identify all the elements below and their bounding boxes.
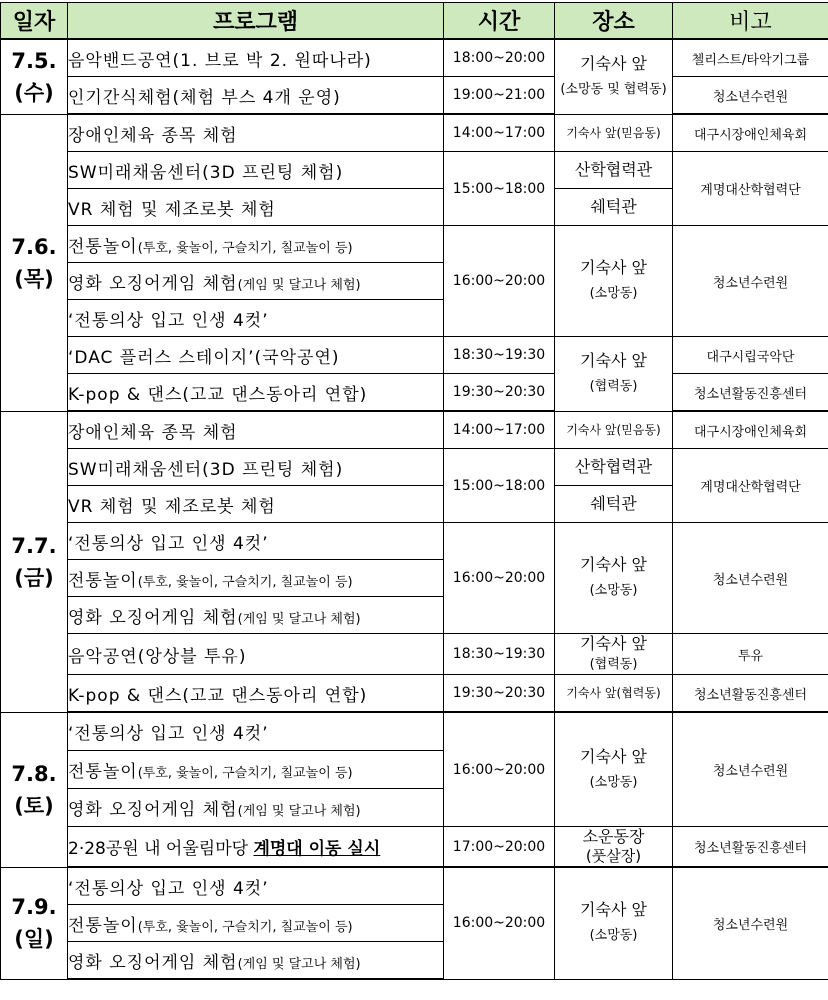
place-label: 기숙사 앞: [580, 746, 647, 766]
note-cell: 투유: [673, 634, 828, 675]
program-cell: 장애인체육 종목 체험: [68, 411, 444, 449]
note-cell: 계명대산학협력단: [673, 449, 828, 523]
program-cell: [68, 560, 444, 597]
place-cell: [555, 337, 673, 412]
program-cell: ‘전통의상 입고 인생 4컷’: [68, 712, 444, 751]
time-cell: 14:00~17:00: [444, 114, 555, 152]
place-label: 기숙사 앞: [580, 900, 647, 920]
header-program: 프로그램: [68, 3, 444, 40]
time-cell: 16:00~20:00: [444, 226, 555, 337]
place-cell: 기숙사 앞(믿음동): [555, 411, 673, 449]
program-cell: [68, 263, 444, 300]
table-row: [1, 675, 828, 713]
program-cell: [68, 942, 444, 980]
time-cell: 18:00~20:00: [444, 39, 555, 77]
time-cell: 17:00~20:00: [444, 827, 555, 868]
table-row: [1, 827, 828, 868]
place-sub-label: (소망동): [589, 583, 638, 598]
date-cell: [1, 867, 68, 979]
date-label: 7.7.: [11, 533, 57, 558]
date-cell: [1, 411, 68, 712]
place-label: 소운동장: [582, 827, 645, 846]
note-cell: 청소년활동진흥센터: [673, 827, 828, 868]
program-cell: K-pop & 댄스(고교 댄스동아리 연합): [68, 675, 444, 713]
schedule-table: [0, 2, 828, 980]
place-label: 기숙사 앞: [580, 555, 647, 574]
note-cell: 대구시장애인체육회: [673, 114, 828, 152]
program-detail: (투호, 윷놀이, 구슬치기, 칠교놀이 등): [137, 240, 353, 256]
program-cell: VR 체험 및 제조로봇 체험: [68, 486, 444, 523]
note-cell: 대구시립국악단: [673, 337, 828, 374]
table-row: [1, 523, 828, 560]
date-label: 7.6.: [11, 234, 57, 259]
program-cell: [68, 597, 444, 634]
program-cell: ‘전통의상 입고 인생 4컷’: [68, 523, 444, 560]
note-cell: 청소년수련원: [673, 523, 828, 634]
program-cell: [68, 827, 444, 868]
place-cell: [555, 867, 673, 979]
date-label: 7.8.: [11, 761, 57, 786]
program-cell: K-pop & 댄스(고교 댄스동아리 연합): [68, 374, 444, 412]
program-cell: 음악공연(앙상블 투유): [68, 634, 444, 675]
time-cell: 14:00~17:00: [444, 411, 555, 449]
table-row: [1, 152, 828, 189]
note-cell: 청소년수련원: [673, 77, 828, 115]
note-cell: 청소년수련원: [673, 226, 828, 337]
date-cell: [1, 712, 68, 867]
program-detail: (투호, 윷놀이, 구슬치기, 칠교놀이 등): [137, 574, 353, 590]
table-row: [1, 634, 828, 675]
weekday-label: (금): [14, 565, 54, 590]
program-cell: 음악밴드공연(1. 브로 박 2. 원따나라): [68, 39, 444, 77]
place-cell: 쉐턱관: [555, 189, 673, 226]
place-sub-label: (풋살장): [585, 847, 642, 865]
place-sub-label: (소망동): [589, 286, 638, 301]
table-row: [1, 374, 828, 412]
table-row: [1, 337, 828, 374]
program-cell: ‘DAC 플러스 스테이지’(국악공연): [68, 337, 444, 374]
table-row: [1, 77, 828, 115]
time-cell: 19:30~20:30: [444, 374, 555, 412]
place-cell: [555, 634, 673, 675]
program-cell: SW미래채움센터(3D 프린팅 체험): [68, 152, 444, 189]
header-note: 비고: [673, 3, 828, 40]
program-main: 2·28공원 내 어울림마당: [68, 839, 254, 859]
header-time: 시간: [444, 3, 555, 40]
note-cell: 대구시장애인체육회: [673, 411, 828, 449]
note-cell: 계명대산학협력단: [673, 152, 828, 226]
program-cell: ‘전통의상 입고 인생 4컷’: [68, 300, 444, 337]
place-sub-label: (협력동): [589, 657, 638, 672]
program-main: 전통놀이: [68, 570, 138, 591]
table-row: [1, 411, 828, 449]
table-row: [1, 39, 828, 77]
place-sub-label: (소망동): [589, 928, 638, 944]
program-cell: VR 체험 및 제조로봇 체험: [68, 189, 444, 226]
date-label: 7.9.: [11, 895, 57, 919]
place-label: 기숙사 앞: [580, 258, 647, 277]
program-main: 영화 오징어게임 체험: [68, 607, 238, 628]
place-cell: 산학협력관: [555, 449, 673, 486]
time-cell: 16:00~20:00: [444, 523, 555, 634]
header-row: [1, 3, 828, 40]
place-cell: [555, 712, 673, 827]
place-cell: 쉐턱관: [555, 486, 673, 523]
table-row: [1, 449, 828, 486]
time-cell: 19:30~20:30: [444, 675, 555, 713]
note-cell: 청소년수련원: [673, 712, 828, 827]
weekday-label: (목): [14, 266, 54, 291]
program-emphasis: 계명대 이동 실시: [253, 839, 381, 859]
weekday-label: (일): [14, 927, 54, 951]
program-cell: ‘전통의상 입고 인생 4컷’: [68, 867, 444, 905]
note-cell: 청소년수련원: [673, 867, 828, 979]
place-cell: 기숙사 앞(믿음동): [555, 114, 673, 152]
place-label: 기숙사 앞: [580, 350, 647, 370]
date-cell: [1, 39, 68, 114]
note-cell: 청소년활동진흥센터: [673, 675, 828, 713]
program-detail: (게임 및 달고나 체험): [237, 804, 361, 819]
place-label: 기숙사 앞: [580, 53, 647, 73]
time-cell: 15:00~18:00: [444, 152, 555, 226]
program-main: 전통놀이: [68, 762, 138, 782]
program-detail: (투호, 윷놀이, 구슬치기, 칠교놀이 등): [137, 766, 353, 781]
place-cell: 산학협력관: [555, 152, 673, 189]
header-place: 장소: [555, 3, 673, 40]
time-cell: 15:00~18:00: [444, 449, 555, 523]
program-cell: 인기간식체험(체험 부스 4개 운영): [68, 77, 444, 115]
program-main: 영화 오징어게임 체험: [68, 800, 238, 820]
program-cell: [68, 789, 444, 827]
time-cell: 18:30~19:30: [444, 634, 555, 675]
program-main: 영화 오징어게임 체험: [68, 952, 238, 973]
program-cell: [68, 905, 444, 942]
table-row: [1, 114, 828, 152]
date-label: 7.5.: [11, 48, 57, 73]
place-sub-label: (협력동): [589, 378, 638, 394]
weekday-label: (토): [14, 793, 54, 818]
time-cell: 19:00~21:00: [444, 77, 555, 115]
program-main: 전통놀이: [68, 236, 138, 257]
program-cell: [68, 751, 444, 789]
time-cell: 16:00~20:00: [444, 867, 555, 979]
program-detail: (투호, 윷놀이, 구슬치기, 칠교놀이 등): [137, 919, 353, 935]
weekday-label: (수): [14, 80, 54, 105]
place-sub-label: (소망동 및 협력동): [560, 81, 667, 97]
place-label: 기숙사 앞: [580, 634, 647, 653]
program-detail: (게임 및 달고나 체험): [237, 277, 361, 293]
date-cell: [1, 114, 68, 411]
place-cell: [555, 827, 673, 868]
program-main: 영화 오징어게임 체험: [68, 273, 238, 294]
program-cell: SW미래채움센터(3D 프린팅 체험): [68, 449, 444, 486]
header-date: 일자: [1, 3, 68, 40]
time-cell: 16:00~20:00: [444, 712, 555, 827]
program-detail: (게임 및 달고나 체험): [237, 956, 361, 972]
place-cell: 기숙사 앞(협력동): [555, 675, 673, 713]
place-cell: [555, 39, 673, 114]
note-cell: 첼리스트/타악기그룹: [673, 39, 828, 77]
table-row: [1, 226, 828, 263]
program-main: 전통놀이: [68, 915, 138, 936]
program-detail: (게임 및 달고나 체험): [237, 611, 361, 627]
table-row: [1, 867, 828, 905]
time-cell: 18:30~19:30: [444, 337, 555, 374]
program-cell: 장애인체육 종목 체험: [68, 114, 444, 152]
place-cell: [555, 523, 673, 634]
place-cell: [555, 226, 673, 337]
note-cell: 청소년활동진흥센터: [673, 374, 828, 412]
place-sub-label: (소망동): [589, 774, 638, 790]
program-cell: [68, 226, 444, 263]
table-row: [1, 712, 828, 751]
